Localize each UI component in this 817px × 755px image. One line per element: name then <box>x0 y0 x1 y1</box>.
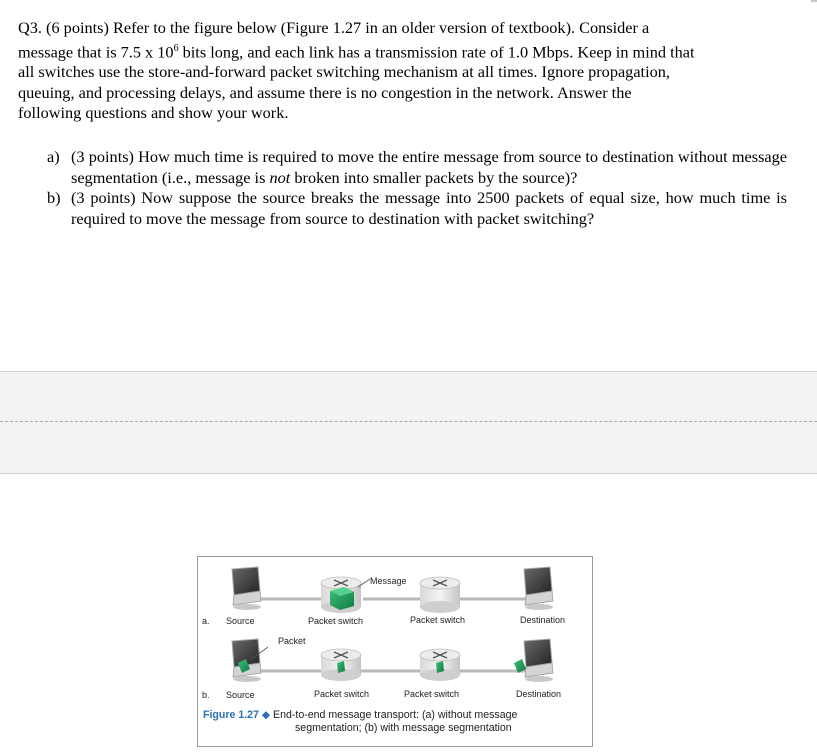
monitor-icon <box>524 639 553 682</box>
figure-number: Figure 1.27 <box>203 709 259 721</box>
question-line-2: message that is 7.5 x $10^6$ bits long, and each link has a transmission rate of 1.0 Mbps. Keep in mind that <box>18 41 695 61</box>
packet-switch-icon <box>321 649 361 681</box>
separator-band <box>0 371 817 474</box>
row-a-destination-label: Destination <box>520 615 566 625</box>
row-b-switch2-label: Packet switch <box>404 689 460 699</box>
caption-bullet-icon: ◆ <box>261 709 271 721</box>
question-line-5: following questions and show your work. <box>18 103 289 123</box>
separator-dashed-line <box>0 421 817 422</box>
row-a-switch2-label: Packet switch <box>410 615 466 625</box>
monitor-icon <box>524 567 553 610</box>
packet-switch-icon <box>420 649 460 681</box>
packet-switch-icon <box>321 577 361 613</box>
question-line-3: all switches use the store-and-forward packet switching mechanism at all times. Ignore propagation, <box>18 62 670 82</box>
row-b-destination-label: Destination <box>516 689 562 699</box>
row-a-marker: a. <box>202 616 210 626</box>
packet-label: Packet <box>278 636 306 646</box>
row-a-source-label: Source <box>226 616 255 626</box>
sub-question-b-label: b) <box>47 188 61 207</box>
row-a-switch1-label: Packet switch <box>308 616 364 626</box>
monitor-icon <box>232 567 261 610</box>
row-b-marker: b. <box>202 690 210 700</box>
question-text <box>18 18 788 124</box>
sub-question-a: a) (3 points) How much time is required to move the entire message from source to destination without message segmentation (i.e., message is not broken into smaller packets by the source)? <box>47 147 787 187</box>
figure-caption <box>203 709 587 734</box>
question-line-4: queuing, and processing delays, and assume there is no congestion in the network. Answer the <box>18 82 632 102</box>
caption-line-1: End-to-end message transport: (a) without message <box>273 709 518 721</box>
corner-mark <box>811 0 817 2</box>
sub-questions <box>47 147 787 229</box>
figure-1-27 <box>197 556 593 747</box>
row-b-source-label: Source <box>226 690 255 700</box>
packet-switch-icon <box>420 577 460 613</box>
question-line-1: Q3. (6 points) Refer to the figure below (Figure 1.27 in an older version of textbook). Consider a <box>18 18 650 37</box>
caption-line-2: segmentation; (b) with message segmentation <box>295 721 512 734</box>
sub-question-b: b) (3 points) Now suppose the source breaks the message into 2500 packets of equal size, how much time is required to move the message from source to destination with packet switching? <box>47 188 787 228</box>
sub-question-a-label: a) <box>47 147 60 166</box>
message-label: Message <box>370 576 407 586</box>
row-b-switch1-label: Packet switch <box>314 689 370 699</box>
